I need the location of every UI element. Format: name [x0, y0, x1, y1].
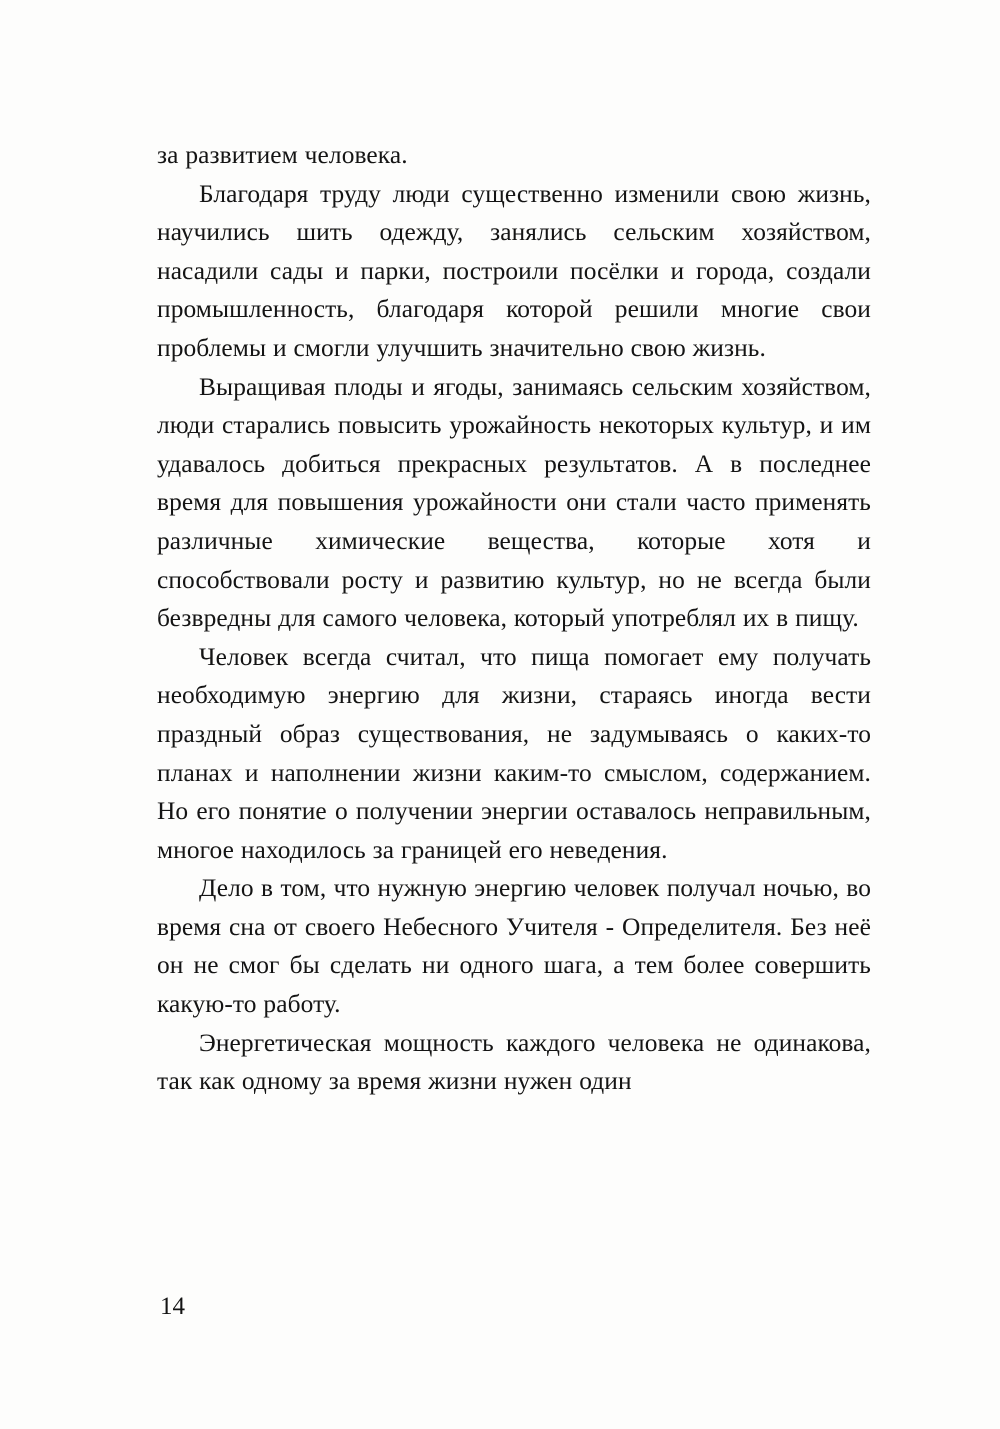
paragraph-continuation: за развитием человека. [157, 141, 408, 169]
paragraph-agriculture: Выращивая плоды и ягоды, занимаясь сельским хозяйством, люди старались повысить урожайность некоторых культур, и им удавалось добиться прекрасных результатов. А в последнее время для повышения урожайности они стали часто применять различные химические вещества, которые хотя и способствовали росту и развитию культур, но не всегда были безвредны для самого человека, который употреблял их в пищу. [157, 372, 871, 633]
paragraph-food-energy: Человек всегда считал, что пища помогает ему получать необходимую энергию для жизни, стараясь иногда вести праздный образ существования, не задумываясь о каких-то планах и наполнении жизни каким-то смыслом, содержанием. Но его понятие о получении энергии оставалось неправильным, многое находилось за границей его неведения. [157, 642, 871, 864]
page-number: 14 [160, 1293, 185, 1320]
paragraph-night-energy: Дело в том, что нужную энергию человек получал ночью, во время сна от своего Небесного Учителя - Определителя. Без неё он не смог бы сделать ни одного шага, а тем более совершить какую-то работу. [157, 874, 871, 1019]
page-text-block [157, 136, 871, 1101]
paragraph-energy-capacity: Энергетическая мощность каждого человека не одинакова, так как одному за время жизни нужен один [157, 1028, 871, 1096]
paragraph-labor: Благодаря труду люди существенно изменили свою жизнь, научились шить одежду, занялись сельским хозяйством, насадили сады и парки, построили посёлки и города, создали промышленность, благодаря которой решили многие свои проблемы и смогли улучшить значительно свою жизнь. [157, 179, 871, 362]
